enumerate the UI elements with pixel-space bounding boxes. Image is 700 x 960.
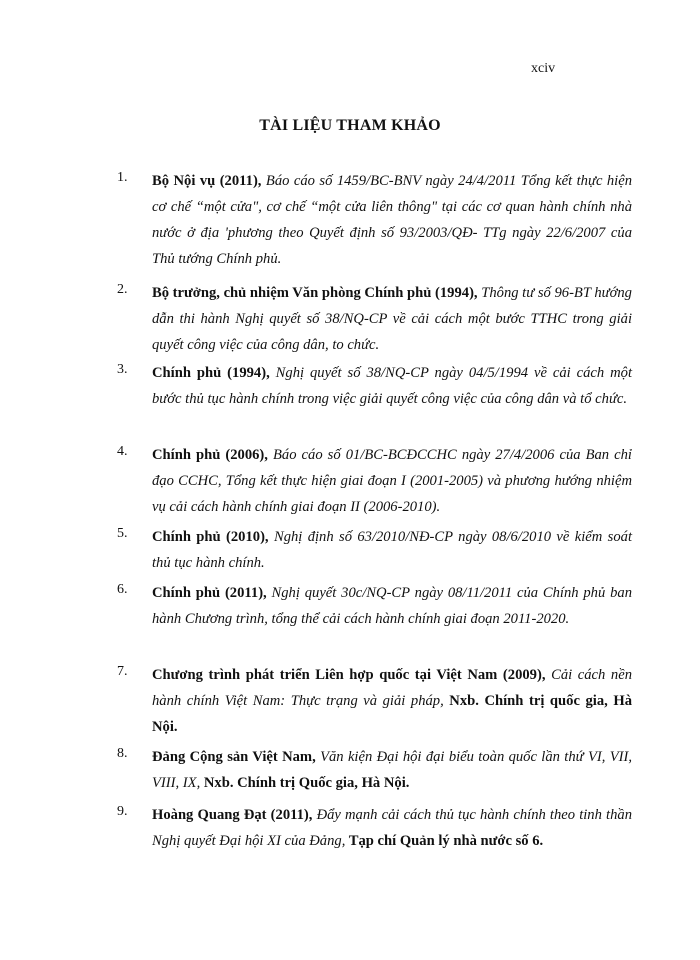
- reference-author: Chính phủ (1994),: [152, 365, 270, 381]
- reference-text: [152, 360, 632, 412]
- reference-author: Bộ Nội vụ (2011),: [152, 173, 262, 189]
- reference-title: Cải cách nền hành chính Việt Nam: Thực trạng và giải pháp,: [152, 667, 633, 709]
- reference-text: [152, 168, 632, 272]
- reference-title: Nghị quyết 30c/NQ-CP ngày 08/11/2011 của Chính phủ ban hành Chương trình, tổng thể cải cách hành chính giai đoạn 2011-2020.: [152, 585, 632, 627]
- reference-number: 8.: [117, 746, 128, 761]
- reference-author: Hoàng Quang Đạt (2011),: [152, 807, 313, 823]
- reference-author: Bộ trưởng, chủ nhiệm Văn phòng Chính phủ (1994),: [152, 285, 478, 301]
- reference-number: 9.: [117, 804, 128, 819]
- reference-publisher: Nxb. Chính trị Quốc gia, Hà Nội.: [200, 775, 410, 791]
- reference-number: 2.: [117, 282, 128, 297]
- reference-text: [152, 744, 632, 796]
- reference-title: Đẩy mạnh cải cách thủ tục hành chính theo tinh thần Nghị quyết Đại hội XI của Đảng,: [152, 807, 632, 849]
- reference-text: [152, 280, 632, 358]
- reference-number: 3.: [117, 362, 128, 377]
- reference-number: 1.: [117, 170, 128, 185]
- reference-author: Đảng Cộng sản Việt Nam,: [152, 749, 316, 765]
- reference-text: [152, 662, 632, 740]
- reference-title: Báo cáo số 1459/BC-BNV ngày 24/4/2011 Tổng kết thực hiện cơ chế “một cửa", cơ chế “một cửa liên thông" tại các cơ quan hành chính nhà nước ở địa 'phương theo Quyết định số 93/2003/QĐ- TTg ngày 22/6/2007 của Thủ tướng Chính phủ.: [152, 173, 632, 267]
- reference-number: 4.: [117, 444, 128, 459]
- reference-text: [152, 524, 632, 576]
- reference-publisher: Tạp chí Quản lý nhà nước số 6.: [345, 833, 544, 849]
- reference-title: Thông tư số 96-BT hướng dẫn thi hành Nghị quyết số 38/NQ-CP về cải cách một bước TTHC trong giải quyết công việc của công dân, to chức.: [152, 285, 632, 353]
- reference-title: Nghị định số 63/2010/NĐ-CP ngày 08/6/2010 về kiểm soát thủ tục hành chính.: [152, 529, 632, 571]
- reference-author: Chương trình phát triển Liên hợp quốc tại Việt Nam (2009),: [152, 667, 546, 683]
- page-title: TÀI LIỆU THAM KHẢO: [259, 117, 441, 134]
- reference-text: [152, 580, 632, 632]
- reference-author: Chính phủ (2010),: [152, 529, 269, 545]
- reference-number: 7.: [117, 664, 128, 679]
- page-number: xciv: [531, 61, 556, 76]
- reference-author: Chính phủ (2006),: [152, 447, 268, 463]
- reference-title: Văn kiện Đại hội đại biểu toàn quốc lần thứ VI, VII, VIII, IX,: [152, 749, 633, 791]
- reference-title: Báo cáo số 01/BC-BCĐCCHC ngày 27/4/2006 của Ban chỉ đạo CCHC, Tổng kết thực hiện giai đoạn I (2001-2005) và phương hướng nhiệm vụ cải cách hành chính giai đoạn II (2006-2010).: [152, 447, 632, 515]
- reference-title: Nghị quyết số 38/NQ-CP ngày 04/5/1994 về cải cách một bước thủ tục hành chính trong việc giải quyết công việc của công dân và tổ chức.: [152, 365, 633, 407]
- reference-author: Chính phủ (2011),: [152, 585, 267, 601]
- reference-publisher: Nxb. Chính trị quốc gia, Hà Nội.: [152, 693, 633, 735]
- reference-text: [152, 802, 632, 854]
- reference-text: [152, 442, 632, 520]
- reference-number: 6.: [117, 582, 128, 597]
- reference-number: 5.: [117, 526, 128, 541]
